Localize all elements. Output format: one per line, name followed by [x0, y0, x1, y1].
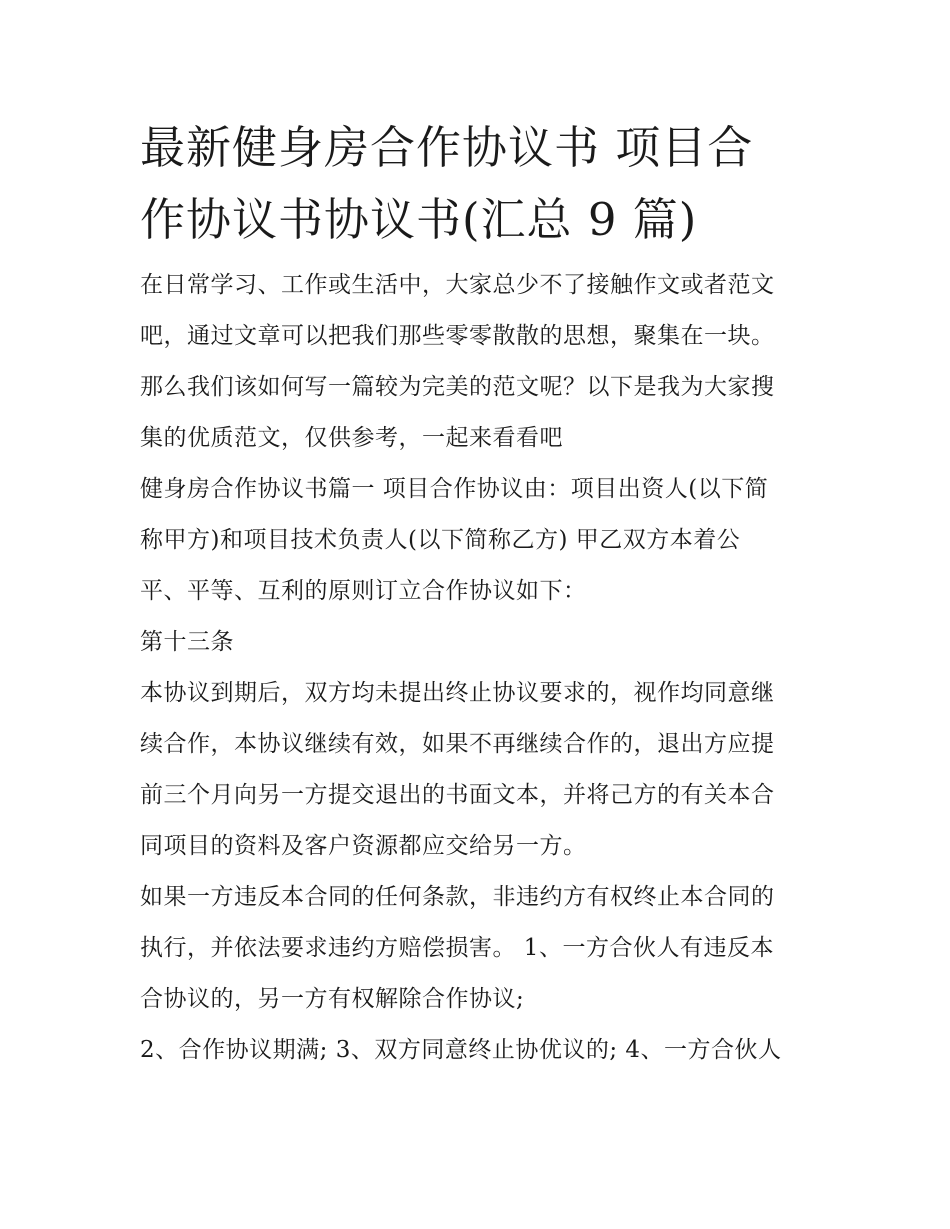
body-line: 在日常学习、工作或生活中，大家总少不了接触作文或者范文 [140, 272, 775, 298]
section-heading: 第十三条 [140, 629, 234, 655]
body-line: 平、平等、互利的原则订立合作协议如下： [140, 578, 587, 604]
body-line: 2、合作协议期满; 3、双方同意终止协优议的; 4、一方合伙人 [140, 1037, 782, 1063]
body-line: 如果一方违反本合同的任何条款，非违约方有权终止本合同的 [140, 884, 775, 910]
body-line: 执行，并依法要求违约方赔偿损害。 1、一方合伙人有违反本 [140, 935, 774, 961]
body-line: 前三个月向另一方提交退出的书面文本，并将己方的有关本合 [140, 782, 775, 808]
document-page [140, 112, 815, 1076]
body-line: 合协议的，另一方有权解除合作协议; [140, 986, 525, 1012]
document-body [140, 260, 815, 1076]
body-line: 那么我们该如何写一篇较为完美的范文呢？以下是我为大家搜 [140, 374, 775, 400]
body-line: 同项目的资料及客户资源都应交给另一方。 [140, 833, 587, 859]
body-line: 本协议到期后，双方均未提出终止协议要求的，视作均同意继 [140, 680, 775, 706]
body-line: 续合作，本协议继续有效，如果不再继续合作的，退出方应提 [140, 731, 775, 757]
document-title: 最新健身房合作协议书 项目合 作协议书协议书(汇总 9 篇) [140, 121, 754, 246]
body-line: 吧，通过文章可以把我们那些零零散散的思想，聚集在一块。 [140, 323, 775, 349]
body-line: 称甲方)和项目技术负责人(以下简称乙方) 甲乙双方本着公 [140, 527, 741, 553]
body-line: 集的优质范文，仅供参考，一起来看看吧 [140, 425, 563, 451]
body-line: 健身房合作协议书篇一 项目合作协议由：项目出资人(以下简 [140, 476, 769, 502]
